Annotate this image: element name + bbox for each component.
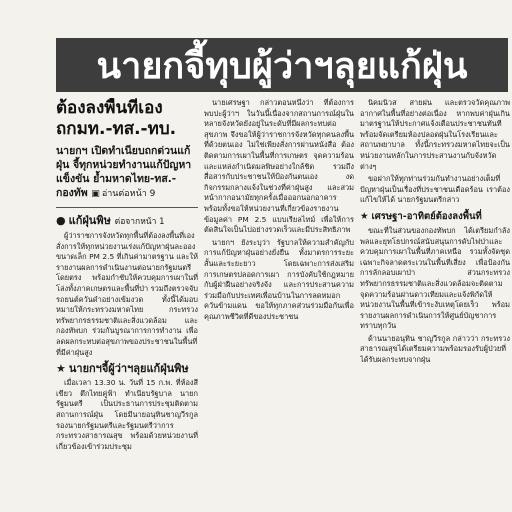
deck-ref: อ่านต่อหน้า 9 [101,189,156,199]
section-title-text: นายกฯจี้ผู้ว่าฯลุยแก้ฝุ่นพิษ [68,362,189,376]
body-paragraph: นายกฯ ยังระบุว่า รัฐบาลให้ความสำคัญกับการแก้ปัญหาฝุ่นอย่างยั่งยืน ทั้งมาตรการระยะสั้นและระยะยาว โดยเฉพาะการส่งเสริมการเกษตรปลอดการเผา การบังคับใช้กฎหมายกับผู้ฝ่าฝืนอย่างจริงจัง และการประสานความร่วมมือกับประเทศเพื่อนบ้านในการลดหมอกควันข้ามแดน ขอให้ทุกภาคส่วนร่วมมือกันเพื่อคุณภาพชีวิตที่ดีของประชาชน [204,237,354,321]
section-title-text: เศรษฐา-อาทิตย์ต้องลงพื้นที่ [371,210,482,222]
deck [56,144,198,201]
sub-headline: ต้องลงพื้นที่เอง ถกมท.-ทส.-ทบ. [56,98,177,139]
body-paragraph: เมื่อเวลา 13.30 น. วันที่ 15 ก.พ. ที่ห้องสีเขียว ตึกไทยคู่ฟ้า ทำเนียบรัฐบาล นายกรัฐมนตรี เป็นประธานการประชุมติดตามสถานการณ์ฝุ่น โดยมีนายอนุทินชาญวีรกูล รองนายกรัฐมนตรีและรัฐมนตรีว่าการกระทรวงสาธารณสุข พร้อมด้วยหน่วยงานที่เกี่ยวข้องเข้าร่วมประชุม [56,378,198,451]
divider [56,207,198,208]
column-1 [56,98,198,512]
column-3 [360,98,510,512]
section-title-text: แก้ฝุ่นพิษ [68,214,111,227]
body-paragraph: ด้านนายอนุทิน ชาญวีรกูล กล่าวว่า กระทรวงสาธารณสุขได้เตรียมความพร้อมรองรับผู้ป่วยที่ได้รับผลกระทบจากฝุ่น [360,333,510,365]
body-paragraph: นายเศรษฐา กล่าวตอนหนึ่งว่า ที่ต้องการพบปะผู้ว่าฯ ในวันนี้เนื่องจากสถานการณ์ฝุ่นในหลายจังหวัดยังอยู่ในระดับที่มีผลกระทบต่อสุขภาพ จึงขอให้ผู้ว่าราชการจังหวัดทุกคนลงพื้นที่ด้วยตนเอง ไม่ใช่เพียงสั่งการผ่านหนังสือ ต้องติดตามการเผาในพื้นที่การเกษตร จุดความร้อน และแหล่งกำเนิดมลพิษอย่างใกล้ชิด รวมถึงสื่อสารกับประชาชนให้ป้องกันตนเอง งดกิจกรรมกลางแจ้งในช่วงที่ค่าฝุ่นสูง และสวมหน้ากากอนามัยทุกครั้งเมื่อออกนอกอาคาร พร้อมทั้งขอให้หน่วยงานที่เกี่ยวข้องรายงานข้อมูลค่า PM 2.5 แบบเรียลไทม์ เพื่อให้การตัดสินใจเป็นไปอย่างรวดเร็วและมีประสิทธิภาพ [204,98,354,235]
quote-paragraph: ขอฝากให้ทุกท่านร่วมกันทำงานอย่างเต็มที่ ปัญหาฝุ่นเป็นเรื่องที่ประชาชนเดือดร้อน เราต้องแก้ไขให้ได้ นายกรัฐมนตรีกล่าว [360,174,510,205]
column-2 [204,98,354,512]
star-icon: ★ [56,362,66,376]
bullet-icon: ● [56,214,66,227]
section-title [360,210,510,224]
section-ref: ต่อจากหน้า 1 [114,217,165,227]
main-headline: นายกจี้ทุบผู้ว่าฯลุยแก้ฝุ่น [56,38,508,92]
section-title [56,362,198,376]
deck-text: นายกฯ เปิดทำเนียบถกด่วนแก้ฝุ่น จี้ทุกหน่วยทำงานแก้ปัญหาแข็งขัน ย้ำมหาดไทย-ทส.-กองทัพ [56,145,192,199]
body-paragraph: นิคมนิวส สายฝน และตรวจวัดคุณภาพอากาศในพื้นที่อย่างต่อเนื่อง หากพบค่าฝุ่นเกินมาตรฐานให้ประกาศแจ้งเตือนประชาชนทันที พร้อมจัดเตรียมห้องปลอดฝุ่นในโรงเรียนและสถานพยาบาล ทั้งนี้กระทรวงมหาดไทยจะเป็นหน่วยงานหลักในการประสานงานกับจังหวัดต่างๆ [360,98,510,171]
body-paragraph: ผู้ว่าราชการจังหวัดทุกพื้นที่ต้องลงพื้นที่เอง สั่งการให้ทุกหน่วยงานเร่งแก้ปัญหาฝุ่นละอองขนาดเล็ก PM 2.5 ที่เกินค่ามาตรฐาน และให้รายงานผลการดำเนินงานต่อนายกรัฐมนตรีโดยตรง พร้อมกำชับให้ควบคุมการเผาในที่โล่งทั้งภาคเกษตรและพื้นที่ป่า รวมถึงตรวจจับรถยนต์ควันดำอย่างเข้มงวด ทั้งนี้ได้มอบหมายให้กระทรวงมหาดไทย กระทรวงทรัพยากรธรรมชาติและสิ่งแวดล้อม และกองทัพบก ร่วมกันบูรณาการการทำงาน เพื่อลดผลกระทบต่อสุขภาพของประชาชนในพื้นที่ที่มีค่าฝุ่นสูง [56,231,198,357]
body-paragraph: ขณะที่ในส่วนของกองทัพบก ได้เตรียมกำลังพลและยุทโธปกรณ์สนับสนุนการดับไฟป่าและควบคุมการเผาในพื้นที่ภาคเหนือ รวมทั้งจัดชุดเฉพาะกิจลาดตระเวนในพื้นที่เสี่ยง เพื่อป้องกันการลักลอบเผาป่า ส่วนกระทรวงทรัพยากรธรรมชาติและสิ่งแวดล้อมจะติดตามจุดความร้อนผ่านดาวเทียมและแจ้งพิกัดให้หน่วยงานในพื้นที่เข้าระงับเหตุโดยเร็ว พร้อมรายงานผลการดำเนินการให้ศูนย์บัญชาการทราบทุกวัน [360,225,510,331]
ref-arrow-icon: ▣ [91,189,100,199]
star-icon: ★ [360,210,369,222]
section-title [56,214,198,229]
